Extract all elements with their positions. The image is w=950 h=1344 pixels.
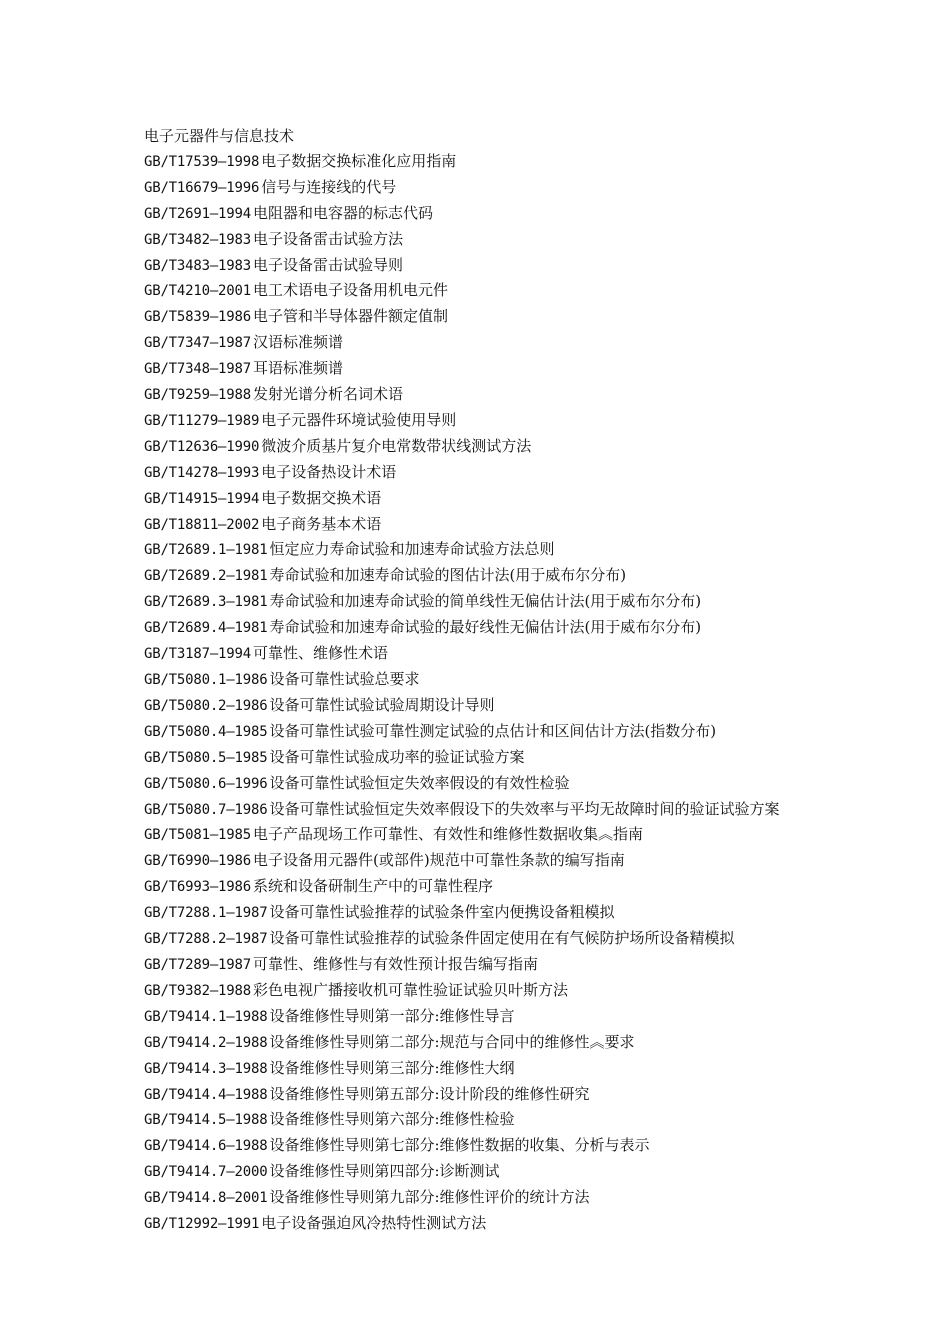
standard-code: GB/T6993—1986 [144, 879, 251, 896]
standard-entry [144, 719, 824, 745]
standards-list [144, 149, 824, 1237]
standard-title: 设备可靠性试验推荐的试验条件室内便携设备粗模拟 [269, 903, 615, 922]
standard-entry [144, 952, 824, 978]
standard-code: GB/T9414.3—1988 [144, 1060, 268, 1077]
standard-entry [144, 149, 824, 175]
standard-code: GB/T2689.3—1981 [144, 594, 268, 611]
standard-entry [144, 227, 824, 253]
standard-entry [144, 1004, 824, 1030]
standard-title: 设备维修性导则第二部分:规范与合同中的维修性︽要求 [269, 1032, 635, 1051]
standard-entry [144, 330, 824, 356]
standard-entry [144, 356, 824, 382]
standard-entry [144, 693, 824, 719]
standard-code: GB/T16679—1996 [144, 179, 260, 196]
standard-title: 设备维修性导则第一部分:维修性导言 [269, 1006, 515, 1025]
standard-title: 设备维修性导则第三部分:维修性大纲 [269, 1058, 515, 1077]
standard-entry [144, 848, 824, 874]
standard-title: 设备可靠性试验试验周期设计导则 [269, 695, 495, 714]
standard-title: 可靠性、维修性与有效性预计报告编写指南 [252, 954, 538, 973]
standard-code: GB/T12992—1991 [144, 1216, 260, 1233]
standard-entry [144, 1159, 824, 1185]
standard-title: 电子数据交换术语 [261, 488, 382, 507]
standard-entry [144, 537, 824, 563]
standard-title: 系统和设备研制生产中的可靠性程序 [252, 877, 493, 896]
standard-code: GB/T7347—1987 [144, 335, 251, 352]
standard-title: 寿命试验和加速寿命试验的简单线性无偏估计法(用于威布尔分布) [269, 592, 702, 611]
standard-title: 设备维修性导则第六部分:维修性检验 [269, 1110, 515, 1129]
standard-title: 设备可靠性试验推荐的试验条件固定使用在有气候防护场所设备精模拟 [269, 929, 735, 948]
standard-entry [144, 745, 824, 771]
standard-code: GB/T2689.1—1981 [144, 542, 268, 559]
standard-title: 电子设备用元器件(或部件)规范中可靠性条款的编写指南 [252, 851, 625, 870]
standard-title: 电子设备强迫风冷热特性测试方法 [261, 1214, 487, 1233]
standard-title: 寿命试验和加速寿命试验的最好线性无偏估计法(用于威布尔分布) [269, 618, 702, 637]
standard-entry [144, 926, 824, 952]
standard-code: GB/T5839—1986 [144, 309, 251, 326]
standard-code: GB/T3483—1983 [144, 257, 251, 274]
section-title: 电子元器件与信息技术 [144, 127, 295, 145]
standard-code: GB/T9382—1988 [144, 982, 251, 999]
standard-title: 设备可靠性试验可靠性测定试验的点估计和区间估计方法(指数分布) [269, 721, 717, 740]
standard-title: 微波介质基片复介电常数带状线测试方法 [261, 436, 532, 455]
standard-title: 设备维修性导则第七部分:维修性数据的收集、分析与表示 [269, 1136, 650, 1155]
standard-title: 电子设备热设计术语 [261, 462, 397, 481]
standard-entry [144, 201, 824, 227]
standard-code: GB/T17539—1998 [144, 153, 260, 170]
standard-title: 电工术语电子设备用机电元件 [252, 281, 448, 300]
standard-title: 设备可靠性试验总要求 [269, 670, 420, 689]
standard-title: 电子设备雷击试验方法 [252, 229, 403, 248]
standard-code: GB/T9414.2—1988 [144, 1034, 268, 1051]
standard-entry [144, 978, 824, 1004]
standard-code: GB/T5080.7—1986 [144, 801, 268, 818]
standard-title: 设备可靠性试验恒定失效率假设的有效性检验 [269, 773, 570, 792]
standard-code: GB/T9414.7—2000 [144, 1164, 268, 1181]
standard-code: GB/T9414.5—1988 [144, 1112, 268, 1129]
standard-title: 信号与连接线的代号 [261, 177, 397, 196]
standard-code: GB/T3187—1994 [144, 646, 251, 663]
standard-title: 电子数据交换标准化应用指南 [261, 151, 457, 170]
standard-entry [144, 1107, 824, 1133]
standard-entry [144, 1030, 824, 1056]
standard-title: 电子元器件环境试验使用导则 [261, 410, 457, 429]
standard-entry [144, 641, 824, 667]
standard-entry [144, 822, 824, 848]
standard-code: GB/T7288.2—1987 [144, 931, 268, 948]
standard-entry [144, 615, 824, 641]
standard-code: GB/T12636—1990 [144, 438, 260, 455]
standard-entry [144, 771, 824, 797]
standard-code: GB/T14278—1993 [144, 464, 260, 481]
standard-code: GB/T18811—2002 [144, 516, 260, 533]
standard-entry [144, 563, 824, 589]
standard-code: GB/T9414.4—1988 [144, 1086, 268, 1103]
standard-title: 电子商务基本术语 [261, 514, 382, 533]
standard-code: GB/T7289—1987 [144, 956, 251, 973]
standard-title: 电子产品现场工作可靠性、有效性和维修性数据收集︽指南 [252, 825, 643, 844]
standard-title: 设备可靠性试验成功率的验证试验方案 [269, 747, 525, 766]
standard-entry [144, 667, 824, 693]
standard-code: GB/T11279—1989 [144, 412, 260, 429]
standard-title: 设备维修性导则第四部分:诊断测试 [269, 1162, 500, 1181]
standard-entry [144, 382, 824, 408]
standard-entry [144, 278, 824, 304]
standard-code: GB/T6990—1986 [144, 853, 251, 870]
standard-entry [144, 486, 824, 512]
standard-entry [144, 589, 824, 615]
standard-code: GB/T2691—1994 [144, 205, 251, 222]
standard-entry [144, 434, 824, 460]
standard-title: 恒定应力寿命试验和加速寿命试验方法总则 [269, 540, 555, 559]
standard-title: 汉语标准频谱 [252, 333, 343, 352]
standard-entry [144, 1185, 824, 1211]
standard-entry [144, 874, 824, 900]
document-content [144, 124, 824, 1237]
standard-code: GB/T9259—1988 [144, 387, 251, 404]
standard-title: 电阻器和电容器的标志代码 [252, 203, 433, 222]
standard-entry [144, 1211, 824, 1237]
standard-code: GB/T4210—2001 [144, 283, 251, 300]
standard-title: 设备维修性导则第五部分:设计阶段的维修性研究 [269, 1084, 590, 1103]
standard-title: 设备可靠性试验恒定失效率假设下的失效率与平均无故障时间的验证试验方案 [269, 799, 780, 818]
standard-code: GB/T5080.5—1985 [144, 749, 268, 766]
standard-code: GB/T5080.2—1986 [144, 697, 268, 714]
standard-code: GB/T3482—1983 [144, 231, 251, 248]
standard-title: 耳语标准频谱 [252, 359, 343, 378]
standard-code: GB/T7288.1—1987 [144, 905, 268, 922]
standard-code: GB/T9414.8—2001 [144, 1190, 268, 1207]
standard-title: 电子管和半导体器件额定值制 [252, 307, 448, 326]
standard-entry [144, 1082, 824, 1108]
standard-title: 发射光谱分析名词术语 [252, 385, 403, 404]
standard-title: 设备维修性导则第九部分:维修性评价的统计方法 [269, 1188, 590, 1207]
standard-code: GB/T5080.1—1986 [144, 672, 268, 689]
standard-code: GB/T14915—1994 [144, 490, 260, 507]
standard-title: 电子设备雷击试验导则 [252, 255, 403, 274]
standard-title: 寿命试验和加速寿命试验的图估计法(用于威布尔分布) [269, 566, 627, 585]
standard-title: 可靠性、维修性术语 [252, 644, 388, 663]
standard-entry [144, 900, 824, 926]
standard-entry [144, 304, 824, 330]
standard-entry [144, 797, 824, 823]
standard-code: GB/T5080.4—1985 [144, 723, 268, 740]
standard-entry [144, 1056, 824, 1082]
standard-entry [144, 408, 824, 434]
standard-title: 彩色电视广播接收机可靠性验证试验贝叶斯方法 [252, 980, 568, 999]
standard-code: GB/T9414.1—1988 [144, 1008, 268, 1025]
standard-entry [144, 1133, 824, 1159]
standard-entry [144, 175, 824, 201]
standard-code: GB/T2689.2—1981 [144, 568, 268, 585]
standard-code: GB/T5081—1985 [144, 827, 251, 844]
standard-entry [144, 253, 824, 279]
standard-entry [144, 460, 824, 486]
standard-code: GB/T9414.6—1988 [144, 1138, 268, 1155]
standard-code: GB/T7348—1987 [144, 361, 251, 378]
standard-code: GB/T2689.4—1981 [144, 620, 268, 637]
standard-code: GB/T5080.6—1996 [144, 775, 268, 792]
standard-entry [144, 512, 824, 538]
